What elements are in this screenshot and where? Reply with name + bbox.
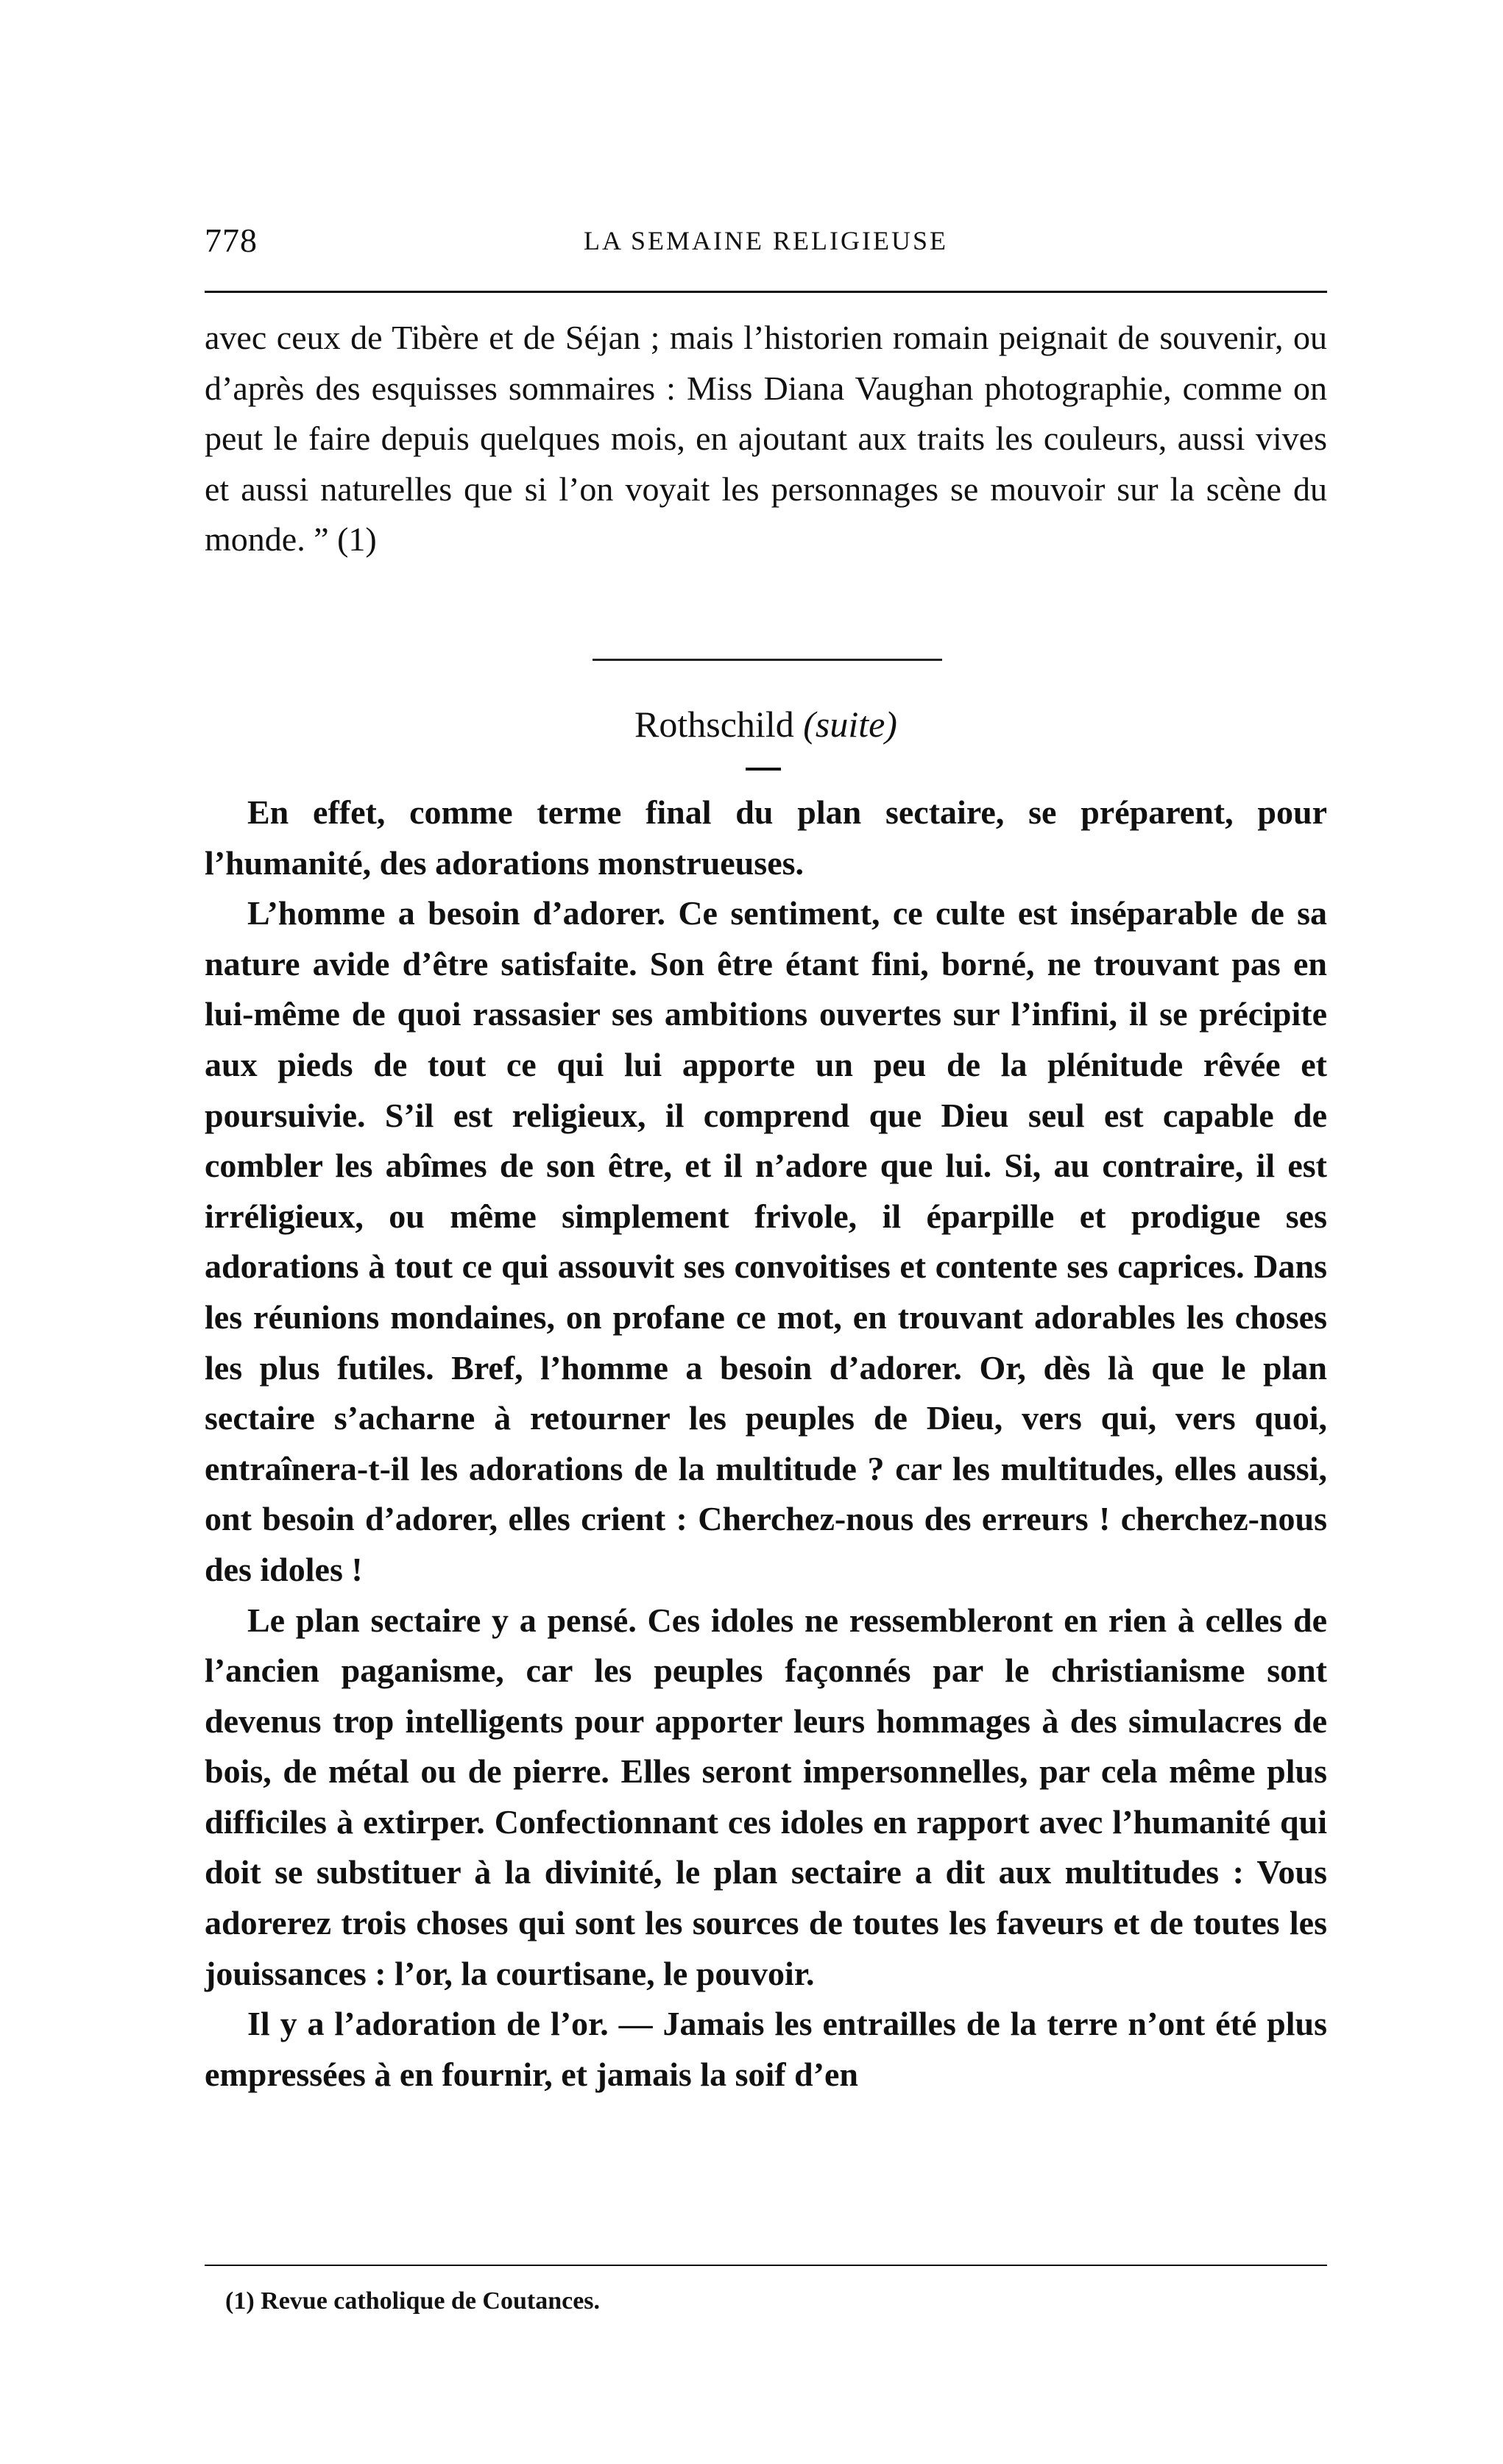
body-paragraph: Il y a l’adoration de l’or. — Jamais les entrailles de la terre n’ont été plus empressées à en fournir, et jamais la soif d’en	[205, 2005, 1327, 2093]
header-rule	[205, 291, 1327, 293]
page-number: 778	[205, 222, 258, 259]
body-text	[205, 787, 1327, 2100]
running-title: LA SEMAINE RELIGIEUSE	[584, 226, 948, 255]
heading-dash	[746, 768, 781, 771]
body-paragraph: L’homme a besoin d’adorer. Ce sentiment, ce culte est inséparable de sa nature avide d’être satisfaite. Son être étant fini, borné, ne trouvant pas en lui-même de quoi rassasier ses ambitions ouvertes sur l’infini, il se précipite aux pieds de tout ce qui lui apporte un peu de la plénitude rêvée et poursuivie. S’il est religieux, il comprend que Dieu seul est capable de combler les abîmes de son être, et il n’adore que lui. Si, au contraire, il est irréligieux, ou même simplement frivole, il éparpille et prodigue ses adorations à tout ce qui assouvit ses convoitises et contente ses caprices. Dans les réunions mondaines, on profane ce mot, en trouvant adorables les choses les plus futiles. Bref, l’homme a besoin d’adorer. Or, dès là que le plan sectaire s’acharne à retourner les peuples de Dieu, vers qui, vers quoi, entraînera-t-il les adorations de la multitude ? car les multitudes, elles aussi, ont besoin d’adorer, elles crient : Cherchez-nous des erreurs ! cherchez-nous des idoles !	[205, 894, 1327, 1588]
section-heading	[205, 703, 1327, 746]
section-title-suffix: (suite)	[803, 704, 897, 745]
footnote-rule	[205, 2265, 1327, 2266]
page-header	[205, 221, 1327, 265]
body-paragraph: Le plan sectaire y a pensé. Ces idoles ne ressembleront en rien à celles de l’ancien paganisme, car les peuples façonnés par le christianisme sont devenus trop intelligents pour apporter leurs hommages à des simulacres de bois, de métal ou de pierre. Elles seront impersonnelles, par cela même plus difficiles à extirper. Confectionnant ces idoles en rapport avec l’humanité qui doit se substituer à la divinité, le plan sectaire a dit aux multitudes : Vous adorerez trois choses qui sont les sources de toutes les faveurs et de toutes les jouissances : l’or, la courtisane, le pouvoir.	[205, 1601, 1327, 1992]
intro-paragraph-block	[205, 313, 1327, 565]
body-paragraph: En effet, comme terme final du plan sectaire, se préparent, pour l’humanité, des adorations monstrueuses.	[205, 793, 1327, 882]
footnote: (1) Revue catholique de Coutances.	[225, 2287, 601, 2315]
intro-paragraph: avec ceux de Tibère et de Séjan ; mais l’historien romain peignait de souvenir, ou d’après des esquisses sommaires : Miss Diana Vaughan photographie, comme on peut le faire depuis quelques mois, en ajoutant aux traits les couleurs, aussi vives et aussi naturelles que si l’on voyait les personnages se mouvoir sur la scène du monde. ” (1)	[205, 319, 1327, 559]
section-title: Rothschild	[634, 704, 794, 745]
section-divider	[593, 659, 942, 661]
